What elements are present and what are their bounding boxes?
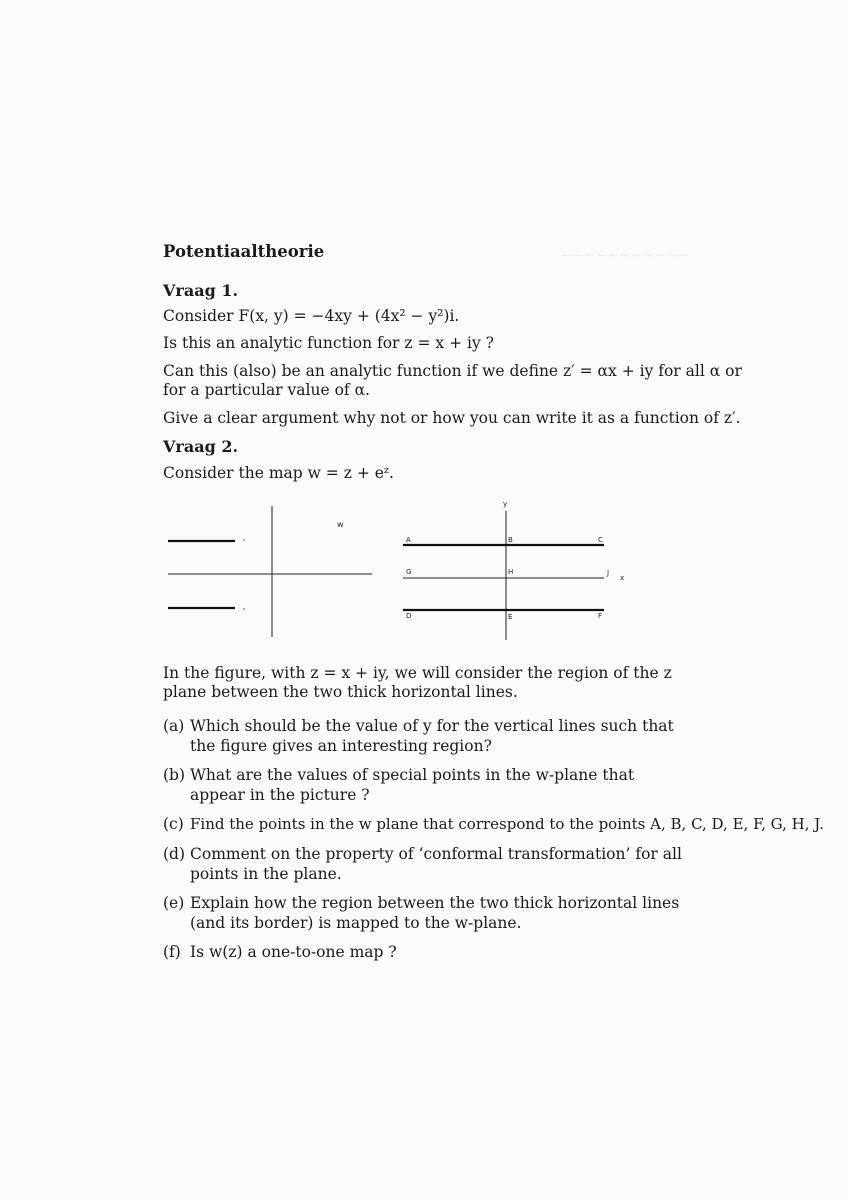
- question-1-line-3a: Can this (also) be an analytic function if we define z′ = αx + iy for all α or: [163, 362, 742, 380]
- point-A-label: A: [406, 536, 411, 544]
- sub-question-text: What are the values of special points in the w-plane that appear in the picture ?: [190, 766, 635, 804]
- y-axis-label: y: [503, 500, 508, 508]
- question-2-intro: Consider the map w = z + eᶻ.: [163, 464, 394, 482]
- point-H-label: H: [508, 568, 514, 576]
- bleed-through-text: ~~~~~~~~~~~: [560, 248, 690, 264]
- sub-question-text: Find the points in the w plane that correspond to the points A, B, C, D, E, F, G, H, J.: [190, 815, 824, 833]
- w-plane-tick-mark: [243, 539, 245, 541]
- sub-question-text: Which should be the value of y for the vertical lines such that the figure gives an interesting region?: [190, 717, 674, 755]
- point-J-label: J: [607, 569, 610, 577]
- sub-question-text: Is w(z) a one-to-one map ?: [190, 943, 397, 961]
- point-C-label: C: [598, 536, 603, 544]
- point-F-label: F: [598, 612, 603, 620]
- point-E-label: E: [508, 613, 513, 621]
- z-plane-diagram: [403, 500, 624, 640]
- sub-question-label: (c): [163, 815, 184, 833]
- question-1-line-2: Is this an analytic function for z = x + iy ?: [163, 334, 494, 352]
- w-plane-tick-mark: [243, 608, 245, 610]
- question-1-heading: Vraag 1.: [163, 281, 239, 300]
- sub-question-label: (b): [163, 766, 186, 784]
- sub-question-text: Explain how the region between the two thick horizontal lines (and its border) is mapped to the w-plane.: [190, 894, 680, 932]
- w-plane-label: w: [337, 520, 344, 529]
- point-G-label: G: [406, 568, 412, 576]
- question-1-line-4: Give a clear argument why not or how you can write it as a function of z′.: [163, 409, 741, 427]
- point-D-label: D: [406, 612, 412, 620]
- x-axis-label: x: [620, 574, 625, 582]
- sub-question-label: (e): [163, 894, 185, 912]
- w-plane-diagram: [168, 506, 372, 637]
- question-2-figure-description: In the figure, with z = x + iy, we will consider the region of the z plane between the two thick horizontal lines.: [163, 664, 672, 701]
- sub-question-label: (f): [163, 943, 181, 961]
- sub-question-text: Comment on the property of ‘conformal transformation’ for all points in the plane.: [190, 845, 682, 883]
- point-B-label: B: [508, 536, 513, 544]
- question-1-line-3b: for a particular value of α.: [163, 381, 370, 399]
- page-title: Potentiaaltheorie: [163, 242, 325, 261]
- sub-question-label: (a): [163, 717, 185, 735]
- question-2-heading: Vraag 2.: [163, 437, 239, 456]
- sub-question-label: (d): [163, 845, 186, 863]
- question-1-line-1: Consider F(x, y) = −4xy + (4x² − y²)i.: [163, 307, 460, 325]
